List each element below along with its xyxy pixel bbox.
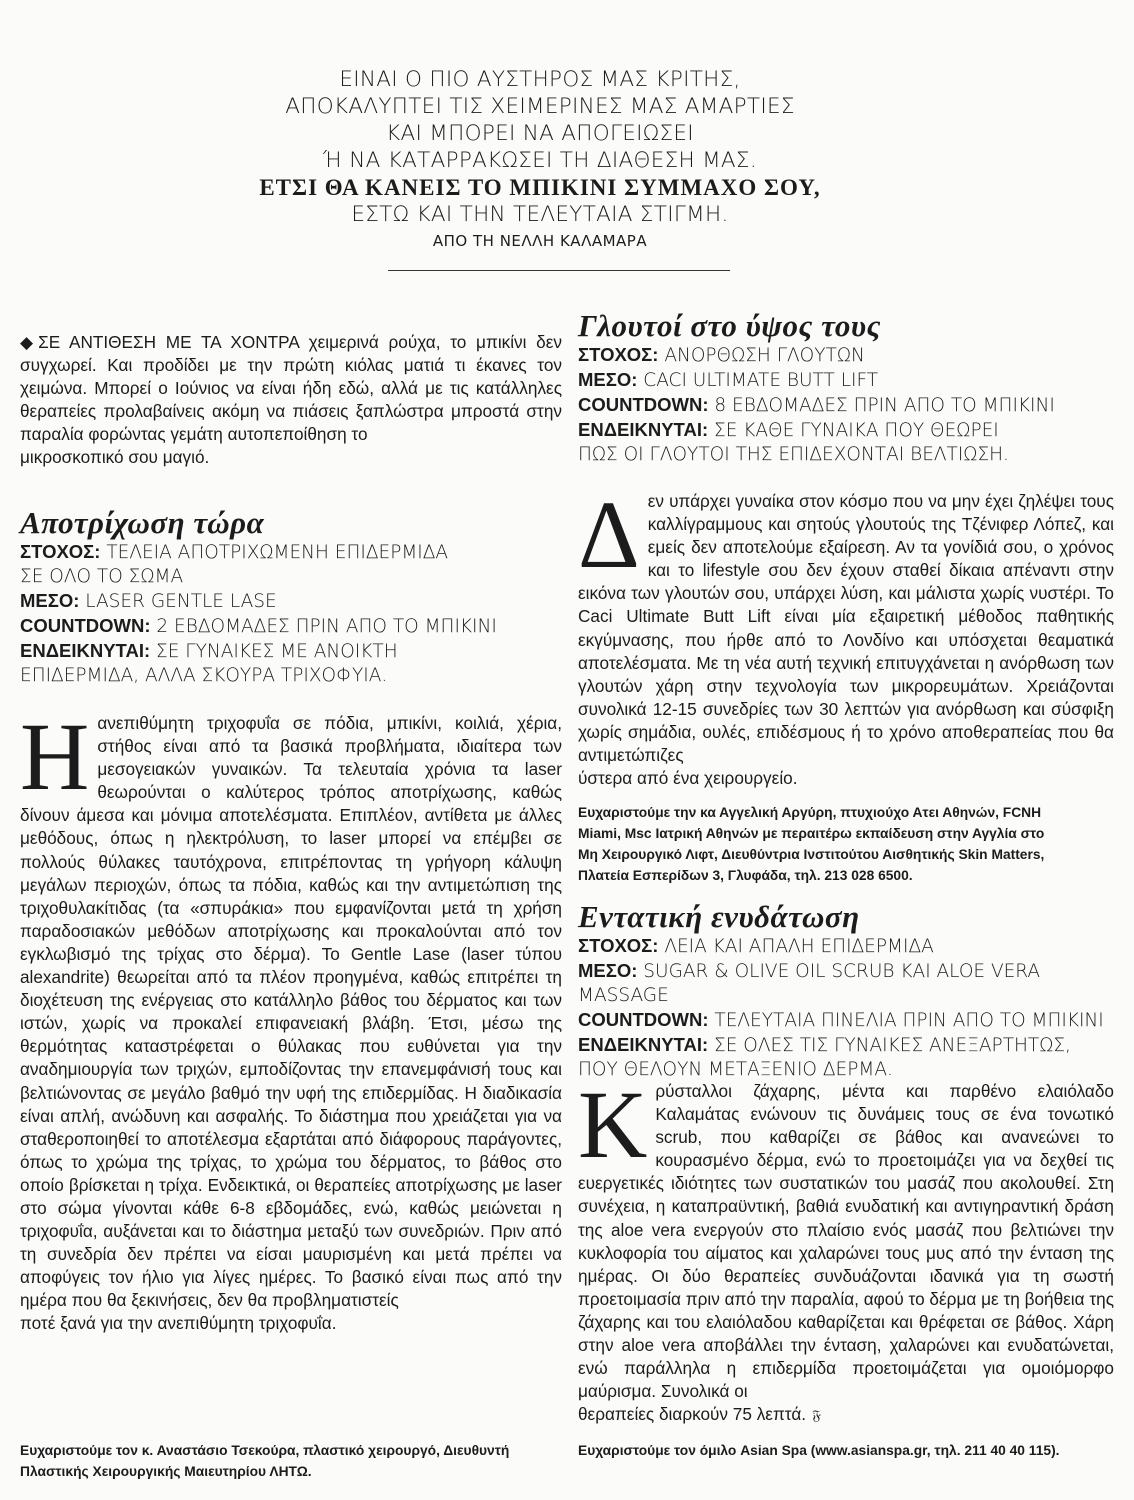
intro-block (130, 66, 950, 228)
lead-marker-icon: ◆ (20, 332, 39, 352)
spec-goal: ΣΤΟΧΟΣ: ΤΕΛΕΙΑ ΑΠΟΤΡΙΧΩΜΕΝΗ ΕΠΙΔΕΡΜΙΔΑ (20, 541, 449, 563)
intro-line-6: ΕΣΤΩ ΚΑΙ ΤΗΝ ΤΕΛΕΥΤΑΙΑ ΣΤΙΓΜΗ. (351, 202, 729, 227)
section-title: Γλουτοί στο ύψος τους (578, 308, 881, 343)
body-text: εν υπάρχει γυναίκα στον κόσμο που να μην έχει ζηλέψει τους καλλίγραμμους και σητούς γλουτούς της Τζένιφερ Λόπεζ, και εμείς δεν αποτελούμε εξαίρεση. Αν τα γονίδιά σου, ο χρόνος και το lifestyle σου δεν έχουν σταθεί δίκαια απέναντι στην εικόνα των γλουτών σου, υπάρχει λύση, και μάλιστα χωρίς νυστέρι. Το Caci Ultimate Butt Lift είναι μία εξαιρετική μέθοδος παθητικής εκγύμνασης, που ήρθε από το Λονδίνο και υπόσχεται θεαματικά αποτελέσματα. Με τη νέα αυτή τεχνική επιτυγχάνεται η ανόρθωση των γλουτών χάρη στην τεχνολογία των μικρορευμάτων. Χρειάζονται συνολικά 12-15 συνεδρίες των 30 λεπτών για ανόρθωση και σύσφιξη χωρίς σημάδια, ουλές, επιδέσμους ή το χρόνο αποθεραπείας που θα αντιμετώπιζες (578, 491, 1114, 766)
credit-line-1: Ευχαριστούμε τον κ. Αναστάσιο Τσεκούρα, πλαστικό χειρουργό, Διευθυντή (20, 1443, 510, 1458)
credit-line-3: Μη Χειρουργικό Λιφτ, Διευθύντρια Ινστιτούτου Αισθητικής Skin Matters, (578, 847, 1045, 862)
drop-cap: Κ (578, 1071, 648, 1178)
spec-goal: ΣΤΟΧΟΣ: ΛΕΙΑ ΚΑΙ ΑΠΑΛΗ ΕΠΙΔΕΡΜΙΔΑ (578, 935, 934, 957)
body-last-line: ποτέ ξανά για την ανεπιθύμητη τριχοφυΐα. (20, 1313, 337, 1334)
credit-line-2: Πλαστικής Χειρουργικής Μαιευτηρίου ΛΗΤΩ. (20, 1464, 312, 1479)
intro-line-1: ΕΙΝΑΙ Ο ΠΙΟ ΑΥΣΤΗΡΟΣ ΜΑΣ ΚΡΙΤΗΣ, (339, 67, 741, 92)
intro-line-5: ΕΤΣΙ ΘΑ ΚΑΝΕΙΣ ΤΟ ΜΠΙΚΙΝΙ ΣΥΜΜΑΧΟ ΣΟΥ, (259, 175, 821, 200)
intro-line-4: Ή ΝΑ ΚΑΤΑΡΡΑΚΩΣΕΙ ΤΗ ΔΙΑΘΕΣΗ ΜΑΣ. (323, 148, 757, 173)
body-last-line: ύστερα από ένα χειρουργείο. (578, 768, 798, 789)
credit-line-2: Miami, Msc Ιατρική Αθηνών με περαιτέρω εκπαίδευση στην Αγγλία στο (578, 826, 1045, 841)
spec-indicated-cont: ΠΟΥ ΘΕΛΟΥΝ ΜΕΤΑΞΕΝΙΟ ΔΕΡΜΑ. (578, 1059, 893, 1080)
magazine-end-mark-icon: 𝔉 (812, 1407, 821, 1424)
spec-indicated-cont: ΠΩΣ ΟΙ ΓΛΟΥΤΟΙ ΤΗΣ ΕΠΙΔΕΧΟΝΤΑΙ ΒΕΛΤΙΩΣΗ. (578, 444, 1009, 465)
spec-goal: ΣΤΟΧΟΣ: ΑΝΟΡΘΩΣΗ ΓΛΟΥΤΩΝ (578, 344, 865, 366)
spec-indicated-cont: ΕΠΙΔΕΡΜΙΔΑ, ΑΛΛΑ ΣΚΟΥΡΑ ΤΡΙΧΟΦΥΙΑ. (20, 665, 388, 686)
body-last-line: θεραπείες διαρκούν 75 λεπτά. 𝔉 (578, 1404, 821, 1425)
intro-line-2: ΑΠΟΚΑΛΥΠΤΕΙ ΤΙΣ ΧΕΙΜΕΡΙΝΕΣ ΜΑΣ ΑΜΑΡΤΙΕΣ (285, 94, 795, 119)
section-glutes (578, 309, 1114, 467)
spec-means: ΜΕΣΟ: CACI ULTIMATE BUTT LIFT (578, 369, 879, 391)
credit-block (20, 1440, 562, 1482)
hair-removal-body (20, 703, 562, 1336)
intro-line-3: ΚΑΙ ΜΠΟΡΕΙ ΝΑ ΑΠΟΓΕΙΩΣΕΙ (386, 121, 694, 146)
body-text: ανεπιθύμητη τριχοφυΐα σε πόδια, μπικίνι, κοιλιά, χέρια, στήθος είναι από τα βασικά προβλήματα, ιδιαίτερα των μεσογειακών γυναικών. Τα τελευταία χρόνια τα laser θεωρούνται ο καλύτερος τρόπος αποτρίχωσης, καθώς δίνουν άμεσα και μόνιμα αποτελέσματα. Επιπλέον, αντίθετα με άλλες μεθόδους, όπως η ηλεκτρόλυση, το laser μπορεί να επέμβει σε πολλούς θύλακες ταυτόχρονα, επιτρέποντας τη γρήγορη κάλυψη μεγάλων περιοχών, όπως τα πόδια, καθώς και την αντιμετώπιση της τριχοθυλακίτιδας (τα «σπυράκια» που εμφανίζονται μετά τη χρήση παραδοσιακών μεθόδων αποτρίχωσης και προκαλούνται από τον εγκλωβισμό της τρίχας στο δέρμα). Το Gentle Lase (laser τύπου alexandrite) θεωρείται από τα πλέον προηγμένα, καθώς επιτρέπει τη διοχέτευση της ενέργειας στο κατάλληλο βάθος του δέρματος και των ιστών, χωρίς να προκαλεί επιφανειακή βλάβη. Έτσι, μέσω της θερμότητας καταστρέφεται ο θύλακας που ευθύνεται για την αναδημιουργία των τριχών, εμποδίζοντας την επανεμφάνισή τους και βελτιώνοντας σε μεγάλο βαθμό την υφή της επιδερμίδας. Η διαδικασία είναι απλή, ανώδυνη και ασφαλής. Το διάστημα που χρειάζεται για να σταθεροποιηθεί το αποτέλεσμα εξαρτάται από διάφορους παράγοντες, όπως το χρώμα της τρίχας, το χρώμα του δέρματος, το βάθος στο οποίο βρίσκεται η τρίχα. Ενδεικτικά, οι θεραπείες αποτρίχωσης με laser στο σώμα γίνονται κάθε 6-8 εβδομάδες, ενώ, καθώς μειώνεται η τριχοφυΐα, αυξάνεται και το διάστημα μεταξύ των συνεδριών. Πριν από τη συνεδρία δεν πρέπει να είσαι μαυρισμένη και μετά πρέπει να αποφύγεις τον ήλιο για λίγες ημέρες. Το βασικό είναι πως από την ημέρα που θα ξεκινήσεις, δεν θα προβληματιστείς (20, 713, 562, 1311)
credit-line-1: Ευχαριστούμε τον όμιλο Asian Spa (www.asianspa.gr, τηλ. 211 40 40 115). (578, 1443, 1060, 1458)
spec-means: ΜΕΣΟ: LASER GENTLE LASE (20, 590, 277, 612)
spec-indicated: ΕΝΔΕΙΚΝΥΤΑΙ: ΣΕ ΓΥΝΑΙΚΕΣ ΜΕ ΑΝΟΙΚΤΗ (20, 640, 398, 662)
spec-indicated: ΕΝΔΕΙΚΝΥΤΑΙ: ΣΕ ΟΛΕΣ ΤΙΣ ΓΥΝΑΙΚΕΣ ΑΝΕΞΑΡΤΗΤΩΣ, (578, 1034, 1071, 1056)
section-title: Εντατική ενυδάτωση (578, 899, 860, 934)
section-hair-removal (20, 506, 562, 688)
lead-paragraph (20, 331, 562, 470)
lead-body: χειμερινά ρούχα, το μπικίνι δεν συγχωρεί. Και προδίδει με την πρώτη κιόλας ματιά τι έκανες τον χειμώνα. Μπορεί ο Ιούνιος να είναι ήδη εδώ, αλλά με τις κατάλληλες θεραπείες προλαβαίνεις ακόμη να πιάσεις ξαπλώστρα μπροστά στην παραλία φορώντας γεμάτη αυτοπεποίθηση το (20, 332, 563, 445)
lead-caps: ΣΕ ΑΝΤΙΘΕΣΗ ΜΕ ΤΑ ΧΟΝΤΡΑ (38, 332, 299, 352)
hydration-body (578, 1071, 1114, 1427)
drop-cap: Η (20, 703, 90, 810)
section-title: Αποτρίχωση τώρα (20, 505, 265, 540)
intro-divider (388, 270, 730, 271)
spec-goal-cont: ΣΕ ΟΛΟ ΤΟ ΣΩΜΑ (20, 566, 184, 587)
drop-cap: Δ (578, 481, 640, 588)
byline: ΑΠΟ ΤΗ ΝΕΛΛΗ ΚΑΛΑΜΑΡΑ (432, 232, 648, 250)
credit-line-1: Ευχαριστούμε την κα Αγγελική Αργύρη, πτυχιούχο Ατει Αθηνών, FCNH (578, 805, 1042, 820)
credit-block (578, 802, 1114, 886)
spec-countdown: COUNTDOWN: ΤΕΛΕΥΤΑΙΑ ΠΙΝΕΛΙΑ ΠΡΙΝ ΑΠΟ ΤΟ ΜΠΙΚΙΝΙ (578, 1009, 1104, 1031)
lead-last-line: μικροσκοπικό σου μαγιό. (20, 447, 210, 468)
body-text: ρύσταλλοι ζάχαρης, μέντα και παρθένο ελαιόλαδο Καλαμάτας ενώνουν τις δυνάμεις τους σε ένα τονωτικό scrub, που καθαρίζει σε βάθος και ανανεώνει το κουρασμένο δέρμα, ενώ το προετοιμάζει για να δεχθεί τις ευεργετικές ιδιότητες των συστατικών του μασάζ που ακολουθεί. Στη συνέχεια, η καταπραϋντική, βαθιά ενυδατική και αντιγηραντική δράση της aloe vera ενεργούν στο πλαίσιο ενός μασάζ που βελτιώνει την κυκλοφορία του αίματος και χαλαρώνει τους μυς από την ένταση της ημέρας. Οι δύο θεραπείες συνδυάζονται ιδανικά για τη σωστή προετοιμασία πριν από την παραλία, αφού το δέρμα με τη βοήθεια της ζάχαρης και του ελαιόλαδου καθαρίζεται και θρέφεται σε βάθος. Χάρη στην aloe vera αποβάλλει την ένταση, χαλαρώνει και ενυδατώνεται, ενώ παράλληλα η επιδερμίδα προετοιμάζεται για ομοιόμορφο μαύρισμα. Συνολικά οι (578, 1081, 1114, 1402)
credit-block (578, 1440, 1114, 1461)
spec-indicated: ΕΝΔΕΙΚΝΥΤΑΙ: ΣΕ ΚΑΘΕ ΓΥΝΑΙΚΑ ΠΟΥ ΘΕΩΡΕΙ (578, 419, 999, 441)
spec-countdown: COUNTDOWN: 8 ΕΒΔΟΜΑΔΕΣ ΠΡΙΝ ΑΠΟ ΤΟ ΜΠΙΚΙΝΙ (578, 394, 1055, 416)
credit-line-4: Πλατεία Εσπερίδων 3, Γλυφάδα, τηλ. 213 028 6500. (578, 868, 913, 883)
spec-means: ΜΕΣΟ: SUGAR & OLIVE OIL SCRUB ΚΑΙ ALOE VERA MASSAGE (578, 960, 1041, 1006)
glutes-body (578, 481, 1114, 790)
section-hydration (578, 900, 1114, 1082)
spec-countdown: COUNTDOWN: 2 ΕΒΔΟΜΑΔΕΣ ΠΡΙΝ ΑΠΟ ΤΟ ΜΠΙΚΙΝΙ (20, 615, 497, 637)
